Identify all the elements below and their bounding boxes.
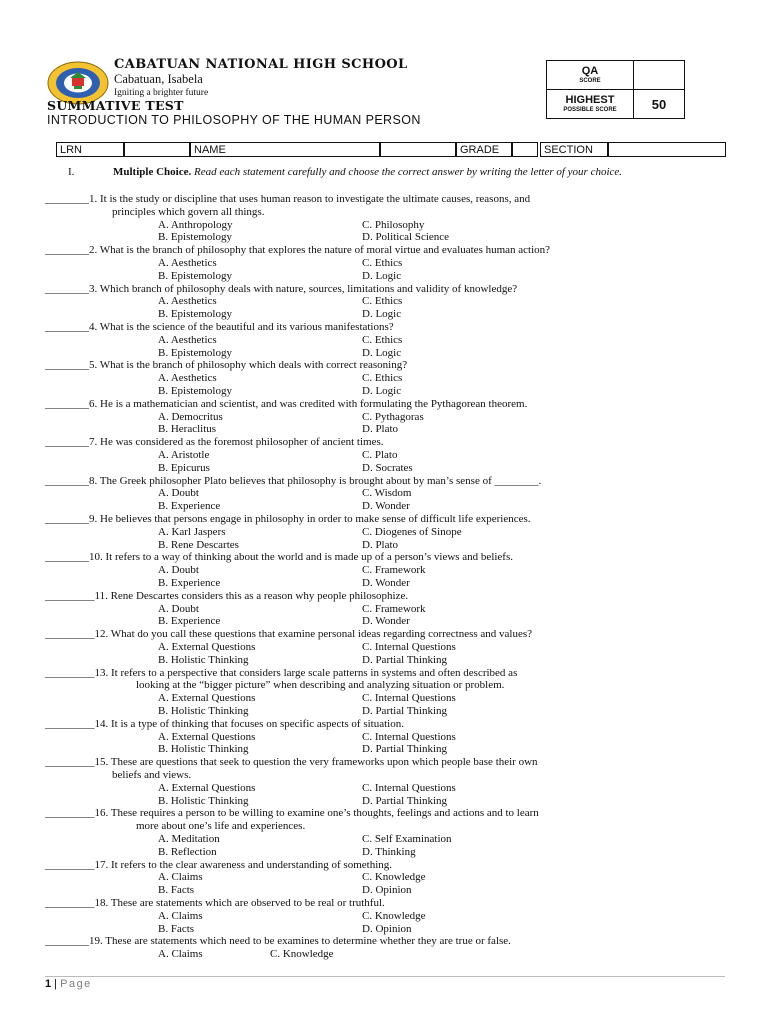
answer-option: A. Doubt — [158, 602, 199, 615]
answer-option: D. Logic — [362, 346, 402, 359]
section-field[interactable]: SECTION — [540, 142, 608, 157]
answer-option: A. Claims — [158, 871, 203, 884]
lrn-field[interactable]: LRN — [56, 142, 124, 157]
page-separator: | — [51, 978, 61, 990]
question-text: 18. These are statements which are observed to be real or truthful. — [94, 897, 385, 909]
highest-score-label: HIGHEST POSSIBLE SCORE — [547, 90, 634, 119]
question-item — [45, 283, 735, 296]
answer-option: B. Epicurus — [158, 461, 210, 474]
answer-option: C. Plato — [362, 449, 398, 461]
footer-divider — [45, 976, 725, 977]
answer-option: C. Framework — [362, 564, 426, 577]
answer-blank[interactable]: _________ — [45, 589, 95, 602]
name-field[interactable]: NAME — [190, 142, 380, 157]
answer-option: C. Ethics — [362, 333, 403, 346]
section-title: Multiple Choice. — [113, 166, 192, 178]
question-item — [45, 756, 735, 769]
answer-blank[interactable]: ________ — [45, 244, 89, 257]
answer-blank[interactable]: _________ — [45, 756, 95, 769]
question-text: 12. What do you call these questions that examine personal ideas regarding correctness and values? — [94, 628, 533, 641]
answer-option: B. Experience — [158, 500, 221, 513]
section-number: I. — [68, 166, 75, 178]
answer-blank[interactable]: _________ — [45, 628, 95, 641]
answer-blank[interactable]: ________ — [45, 935, 89, 948]
question-text: 8. The Greek philosopher Plato believes that philosophy is brought about by man’s sense of ________. — [89, 474, 542, 487]
answer-option: B. Epistemology — [158, 346, 232, 359]
answer-blank[interactable]: ________ — [45, 359, 89, 372]
question-text: 10. It refers to a way of thinking about the world and is made up of a person’s views and beliefs. — [89, 551, 514, 564]
answer-option: D. Logic — [362, 269, 402, 282]
answer-option: B. Holistic Thinking — [158, 743, 249, 756]
qa-score-value[interactable] — [634, 61, 685, 90]
answer-option: D. Partial Thinking — [362, 653, 448, 666]
question-text: 15. These are questions that seek to question the very frameworks upon which people base their own — [94, 756, 538, 769]
answer-option: B. Facts — [158, 922, 195, 935]
answer-option: A. Anthropology — [158, 218, 233, 231]
question-text-continued: looking at the “bigger picture” when describing and analyzing situation or problem. — [136, 679, 505, 692]
question-text: 1. It is the study or discipline that uses human reason to investigate the ultimate causes, reasons, and — [89, 193, 531, 205]
score-box — [546, 60, 685, 119]
answer-option: B. Epistemology — [158, 385, 232, 397]
question-item — [45, 628, 735, 641]
answer-blank[interactable]: _________ — [45, 666, 95, 679]
lrn-value-field[interactable] — [124, 142, 190, 157]
question-text: 4. What is the science of the beautiful and its various manifestations? — [89, 321, 394, 333]
answer-option: B. Heraclitus — [158, 423, 217, 436]
answer-option: A. External Questions — [158, 730, 256, 743]
page-word: Page — [60, 978, 92, 990]
answer-option: B. Holistic Thinking — [158, 705, 249, 717]
answer-option: C. Internal Questions — [362, 641, 456, 653]
section-instruction-block — [113, 166, 725, 179]
section-value-field[interactable] — [608, 142, 726, 157]
question-item — [45, 475, 735, 488]
question-text: 7. He was considered as the foremost philosopher of ancient times. — [89, 436, 384, 449]
answer-blank[interactable]: _________ — [45, 858, 95, 871]
question-item — [45, 513, 735, 526]
answer-option: C. Diogenes of Sinope — [362, 525, 462, 538]
answer-option: A. Meditation — [158, 833, 220, 845]
answer-option: A. External Questions — [158, 781, 256, 794]
answer-option: C. Self Examination — [362, 833, 452, 845]
answer-option: D. Wonder — [362, 615, 410, 628]
question-text-continued: principles which govern all things. — [112, 205, 265, 218]
school-location: Cabatuan, Isabela — [114, 72, 203, 86]
page-footer — [45, 978, 92, 990]
question-text: 5. What is the branch of philosophy which deals with correct reasoning? — [89, 359, 408, 372]
answer-option: D. Thinking — [362, 845, 416, 858]
answer-option: C. Ethics — [362, 257, 403, 269]
question-item — [45, 935, 735, 948]
section-instruction: Read each statement carefully and choose the correct answer by writing the letter of your choice. — [193, 166, 623, 178]
question-item — [45, 590, 735, 603]
answer-option: D. Partial Thinking — [362, 705, 448, 717]
question-item — [45, 321, 735, 334]
answer-blank[interactable]: _________ — [45, 897, 95, 909]
answer-option: C. Internal Questions — [362, 692, 456, 705]
question-item — [45, 897, 735, 910]
answer-blank[interactable]: ________ — [45, 397, 89, 410]
answer-option: D. Logic — [362, 385, 402, 397]
answer-option: D. Opinion — [362, 884, 412, 897]
question-item — [45, 667, 735, 680]
answer-option: A. Aesthetics — [158, 295, 217, 308]
answer-option: B. Experience — [158, 615, 221, 628]
answer-option: D. Political Science — [362, 231, 450, 244]
answer-option: C. Wisdom — [362, 487, 412, 500]
answer-option: A. Aesthetics — [158, 372, 217, 385]
question-text: 2. What is the branch of philosophy that explores the nature of moral virtue and evaluates human action? — [89, 244, 551, 257]
answer-option: A. Doubt — [158, 487, 199, 500]
answer-option: C. Knowledge — [362, 909, 426, 922]
answer-option: A. Democritus — [158, 410, 223, 423]
answer-option: B. Reflection — [158, 845, 217, 858]
grade-value-field[interactable] — [512, 142, 538, 157]
answer-option: A. External Questions — [158, 641, 256, 653]
answer-blank[interactable]: ________ — [45, 193, 89, 205]
answer-option: A. Doubt — [158, 564, 199, 577]
answer-option: C. Knowledge — [362, 871, 426, 884]
answer-option: C. Ethics — [362, 372, 403, 385]
answer-option: A. Claims — [158, 909, 203, 922]
answer-option: A. Aesthetics — [158, 257, 217, 269]
answer-option: D. Plato — [362, 538, 399, 551]
answer-option: D. Wonder — [362, 500, 410, 513]
answer-option: C. Knowledge — [270, 948, 334, 961]
answer-option: B. Epistemology — [158, 269, 232, 282]
answer-option: C. Internal Questions — [362, 730, 456, 743]
answer-option: C. Pythagoras — [362, 410, 424, 423]
question-item — [45, 193, 735, 206]
answer-blank[interactable]: _________ — [45, 717, 95, 730]
student-info-row — [56, 142, 726, 158]
answer-option: A. Karl Jaspers — [158, 525, 226, 538]
answer-blank[interactable]: _________ — [45, 807, 95, 820]
answer-option: A. Aristotle — [158, 449, 210, 461]
answer-option: D. Socrates — [362, 461, 413, 474]
answer-option: C. Ethics — [362, 295, 403, 308]
question-text: 9. He believes that persons engage in philosophy in order to make sense of difficult life experiences. — [89, 513, 531, 525]
answer-option: B. Epistemology — [158, 231, 232, 244]
grade-field[interactable]: GRADE — [456, 142, 512, 157]
answer-option: A. Claims — [158, 948, 203, 961]
answer-option: D. Partial Thinking — [362, 743, 448, 756]
question-text: 16. These requires a person to be willing to examine one’s thoughts, feelings and actions and to learn — [94, 807, 539, 820]
highest-score-value: 50 — [634, 90, 685, 119]
question-item — [45, 398, 735, 411]
answer-option: B. Rene Descartes — [158, 538, 239, 551]
answer-option: D. Partial Thinking — [362, 794, 448, 807]
question-text: 3. Which branch of philosophy deals with nature, sources, limitations and validity of knowledge? — [89, 282, 518, 295]
answer-option: B. Experience — [158, 577, 221, 589]
question-item — [45, 807, 735, 820]
question-text-continued: beliefs and views. — [112, 769, 192, 781]
question-item — [45, 359, 735, 372]
answer-option: A. Aesthetics — [158, 333, 217, 346]
subject-title: INTRODUCTION TO PHILOSOPHY OF THE HUMAN PERSON — [47, 113, 421, 127]
answer-blank[interactable]: ________ — [45, 321, 89, 333]
question-text: 17. It refers to the clear awareness and understanding of something. — [94, 858, 393, 871]
answer-option: D. Wonder — [362, 577, 410, 589]
answer-option: A. External Questions — [158, 692, 256, 705]
answer-option: B. Holistic Thinking — [158, 794, 249, 807]
question-text: 19. These are statements which need to be examines to determine whether they are true or false. — [89, 935, 511, 948]
answer-option: B. Epistemology — [158, 308, 232, 321]
answer-blank[interactable]: ________ — [45, 436, 89, 449]
answer-option: C. Internal Questions — [362, 781, 456, 794]
qa-score-label: QA SCORE — [547, 61, 634, 90]
question-text: 13. It refers to a perspective that considers large scale patterns in systems and often described as — [94, 666, 518, 679]
question-item — [45, 436, 735, 449]
school-motto: Igniting a brighter future — [114, 88, 209, 98]
question-item — [45, 244, 735, 257]
question-item — [45, 551, 735, 564]
answer-option: D. Logic — [362, 308, 402, 321]
question-text: 11. Rene Descartes considers this as a reason why people philosophize. — [94, 589, 409, 602]
test-title: SUMMATIVE TEST — [47, 98, 184, 113]
school-name: CABATUAN NATIONAL HIGH SCHOOL — [114, 57, 408, 72]
answer-blank[interactable]: ________ — [45, 282, 89, 295]
answer-option: B. Holistic Thinking — [158, 653, 249, 666]
question-text: 14. It is a type of thinking that focuses on specific aspects of situation. — [94, 717, 404, 730]
answer-option: B. Facts — [158, 884, 195, 897]
question-item — [45, 859, 735, 872]
answer-option: D. Opinion — [362, 922, 412, 935]
answer-blank[interactable]: ________ — [45, 551, 89, 564]
name-value-field[interactable] — [380, 142, 456, 157]
answer-option: D. Plato — [362, 423, 399, 436]
answer-blank[interactable]: ________ — [45, 474, 89, 487]
answer-option: C. Philosophy — [362, 218, 425, 231]
question-text: 6. He is a mathematician and scientist, and was credited with formulating the Pythagorean theorem. — [89, 397, 528, 410]
answer-blank[interactable]: ________ — [45, 513, 89, 525]
page-number: 1 — [45, 978, 52, 990]
question-text-continued: more about one’s life and experiences. — [136, 820, 306, 833]
answer-option: C. Framework — [362, 602, 426, 615]
question-item — [45, 718, 735, 731]
